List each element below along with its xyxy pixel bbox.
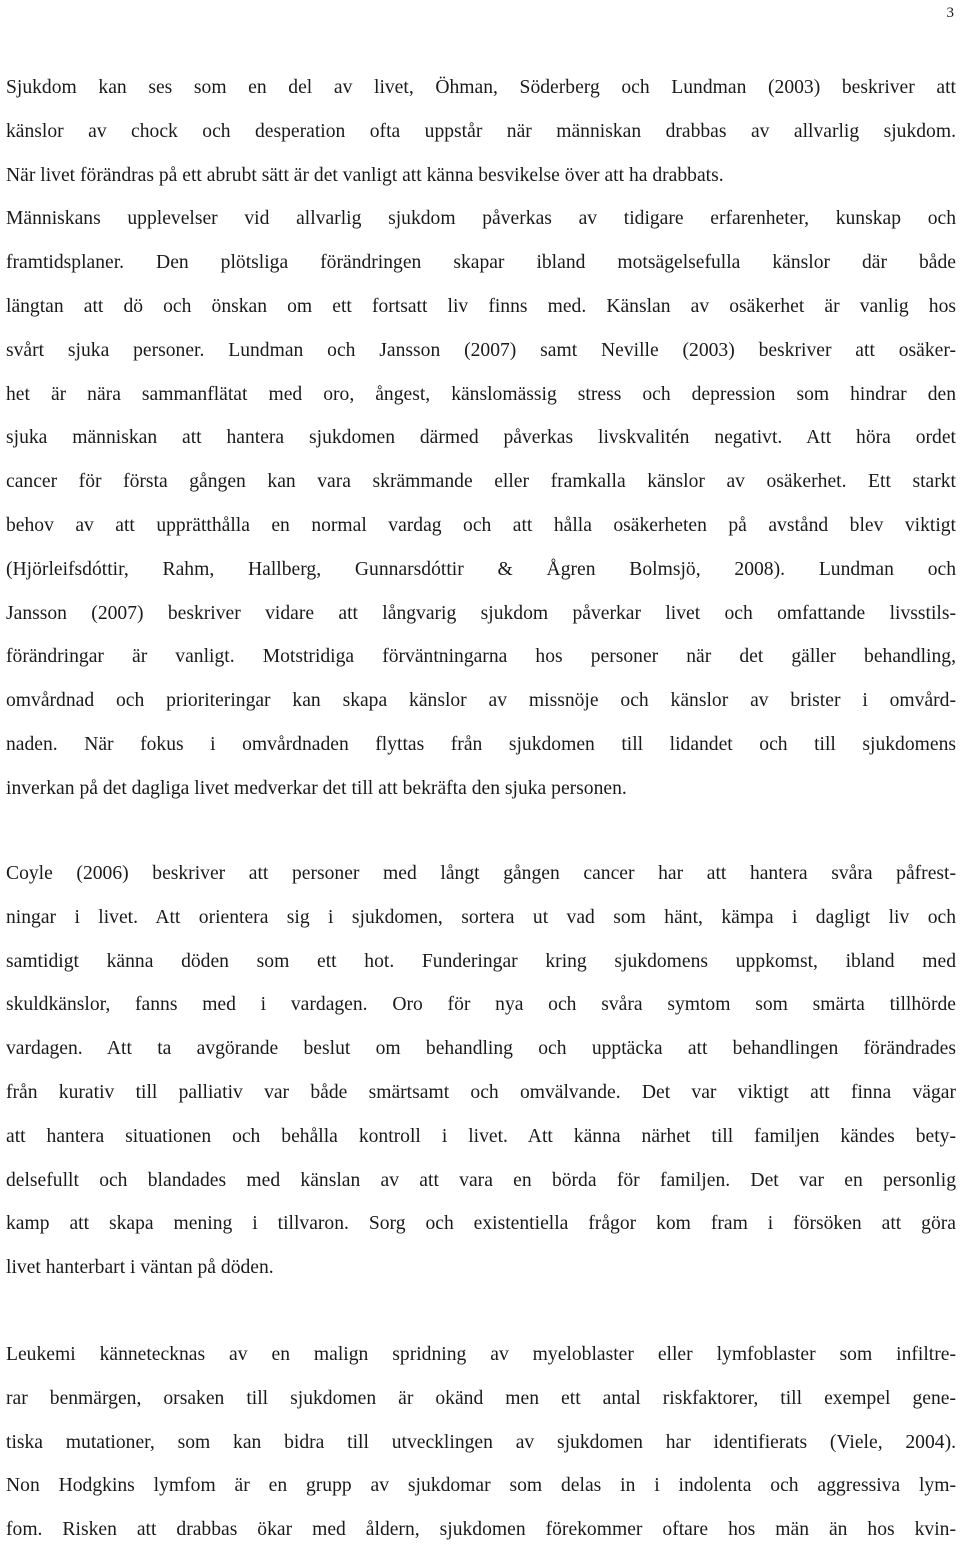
paragraph-leukemia-lymphoma: [6, 1333, 956, 1552]
text-line: samtidigt känna döden som ett hot. Funderingar kring sjukdomens uppkomst, ibland med: [6, 950, 956, 972]
text-line: delsefullt och blandades med känslan av att vara en börda för familjen. Det var en personlig: [6, 1169, 956, 1191]
text-line: omvårdnad och prioriteringar kan skapa känslor av missnöje och känslor av brister i omvård-: [6, 690, 956, 712]
text-line: tiska mutationer, som kan bidra till utvecklingen av sjukdomen har identifierats (Viele, 2004).: [6, 1431, 956, 1453]
text-line: behov av att upprätthålla en normal vardag och att hålla osäkerheten på avstånd blev viktigt: [6, 514, 956, 536]
text-line: Människans upplevelser vid allvarlig sjukdom påverkas av tidigare erfarenheter, kunskap och: [6, 208, 956, 230]
text-line: längtan att dö och önskan om ett fortsatt liv finns med. Känslan av osäkerhet är vanlig hos: [6, 295, 956, 317]
text-line: naden. När fokus i omvårdnaden flyttas från sjukdomen till lidandet och till sjukdomens: [6, 733, 956, 755]
text-line: Non Hodgkins lymfom är en grupp av sjukdomar som delas in i indolenta och aggressiva lym-: [6, 1475, 956, 1497]
text-line: kamp att skapa mening i tillvaron. Sorg och existentiella frågor kom fram i försöken att göra: [6, 1213, 956, 1235]
text-line: skuldkänslor, fanns med i vardagen. Oro för nya och svåra symtom som smärta tillhörde: [6, 994, 956, 1016]
paragraph-advanced-cancer: [6, 852, 956, 1290]
text-line: vardagen. Att ta avgörande beslut om behandling och upptäcka att behandlingen förändrades: [6, 1038, 956, 1060]
text-line: förändringar är vanligt. Motstridiga förväntningarna hos personer när det gäller behandling,: [6, 646, 956, 668]
text-line: att hantera situationen och behålla kontroll i livet. Att känna närhet till familjen kändes bety-: [6, 1125, 956, 1147]
text-line: från kurativ till palliativ var både smärtsamt och omvälvande. Det var viktigt att finna vägar: [6, 1081, 956, 1103]
text-line: Jansson (2007) beskriver vidare att långvarig sjukdom påverkar livet och omfattande livsstils-: [6, 602, 956, 624]
text-line: (Hjörleifsdóttir, Rahm, Hallberg, Gunnarsdóttir & Ågren Bolmsjö, 2008). Lundman och: [6, 558, 956, 580]
paragraph-illness-emotions: [6, 66, 956, 811]
text-line: känslor av chock och desperation ofta uppstår när människan drabbas av allvarlig sjukdom.: [6, 120, 956, 142]
text-line: Leukemi kännetecknas av en malign spridning av myeloblaster eller lymfoblaster som infiltre-: [6, 1344, 956, 1365]
text-line: inverkan på det dagliga livet medverkar det till att bekräfta den sjuka personen.: [6, 777, 627, 799]
text-line: het är nära sammanflätat med oro, ångest, känslomässig stress och depression som hindrar den: [6, 383, 956, 405]
text-line: framtidsplaner. Den plötsliga förändringen skapar ibland motsägelsefulla känslor där både: [6, 252, 956, 274]
text-line: När livet förändras på ett abrubt sätt är det vanligt att känna besvikelse över att ha drabbats.: [6, 164, 724, 186]
text-line: fom. Risken att drabbas ökar med åldern, sjukdomen förekommer oftare hos män än hos kvin-: [6, 1519, 956, 1541]
text-line: svårt sjuka personer. Lundman och Jansson (2007) samt Neville (2003) beskriver att osäker-: [6, 339, 956, 361]
text-line: Coyle (2006) beskriver att personer med långt gången cancer har att hantera svåra påfrest-: [6, 863, 956, 884]
text-line: cancer för första gången kan vara skrämmande eller framkalla känslor av osäkerhet. Ett starkt: [6, 471, 956, 493]
text-line: sjuka människan att hantera sjukdomen därmed påverkas livskvalitén negativt. Att höra ordet: [6, 427, 956, 449]
text-line: rar benmärgen, orsaken till sjukdomen är okänd men ett antal riskfaktorer, till exempel gene-: [6, 1387, 956, 1409]
text-line: livet hanterbart i väntan på döden.: [6, 1257, 274, 1279]
text-line: ningar i livet. Att orientera sig i sjukdomen, sortera ut vad som hänt, kämpa i dagligt liv och: [6, 906, 956, 928]
text-line: Sjukdom kan ses som en del av livet, Öhman, Söderberg och Lundman (2003) beskriver att: [6, 77, 956, 98]
page-number: 3: [946, 5, 954, 21]
